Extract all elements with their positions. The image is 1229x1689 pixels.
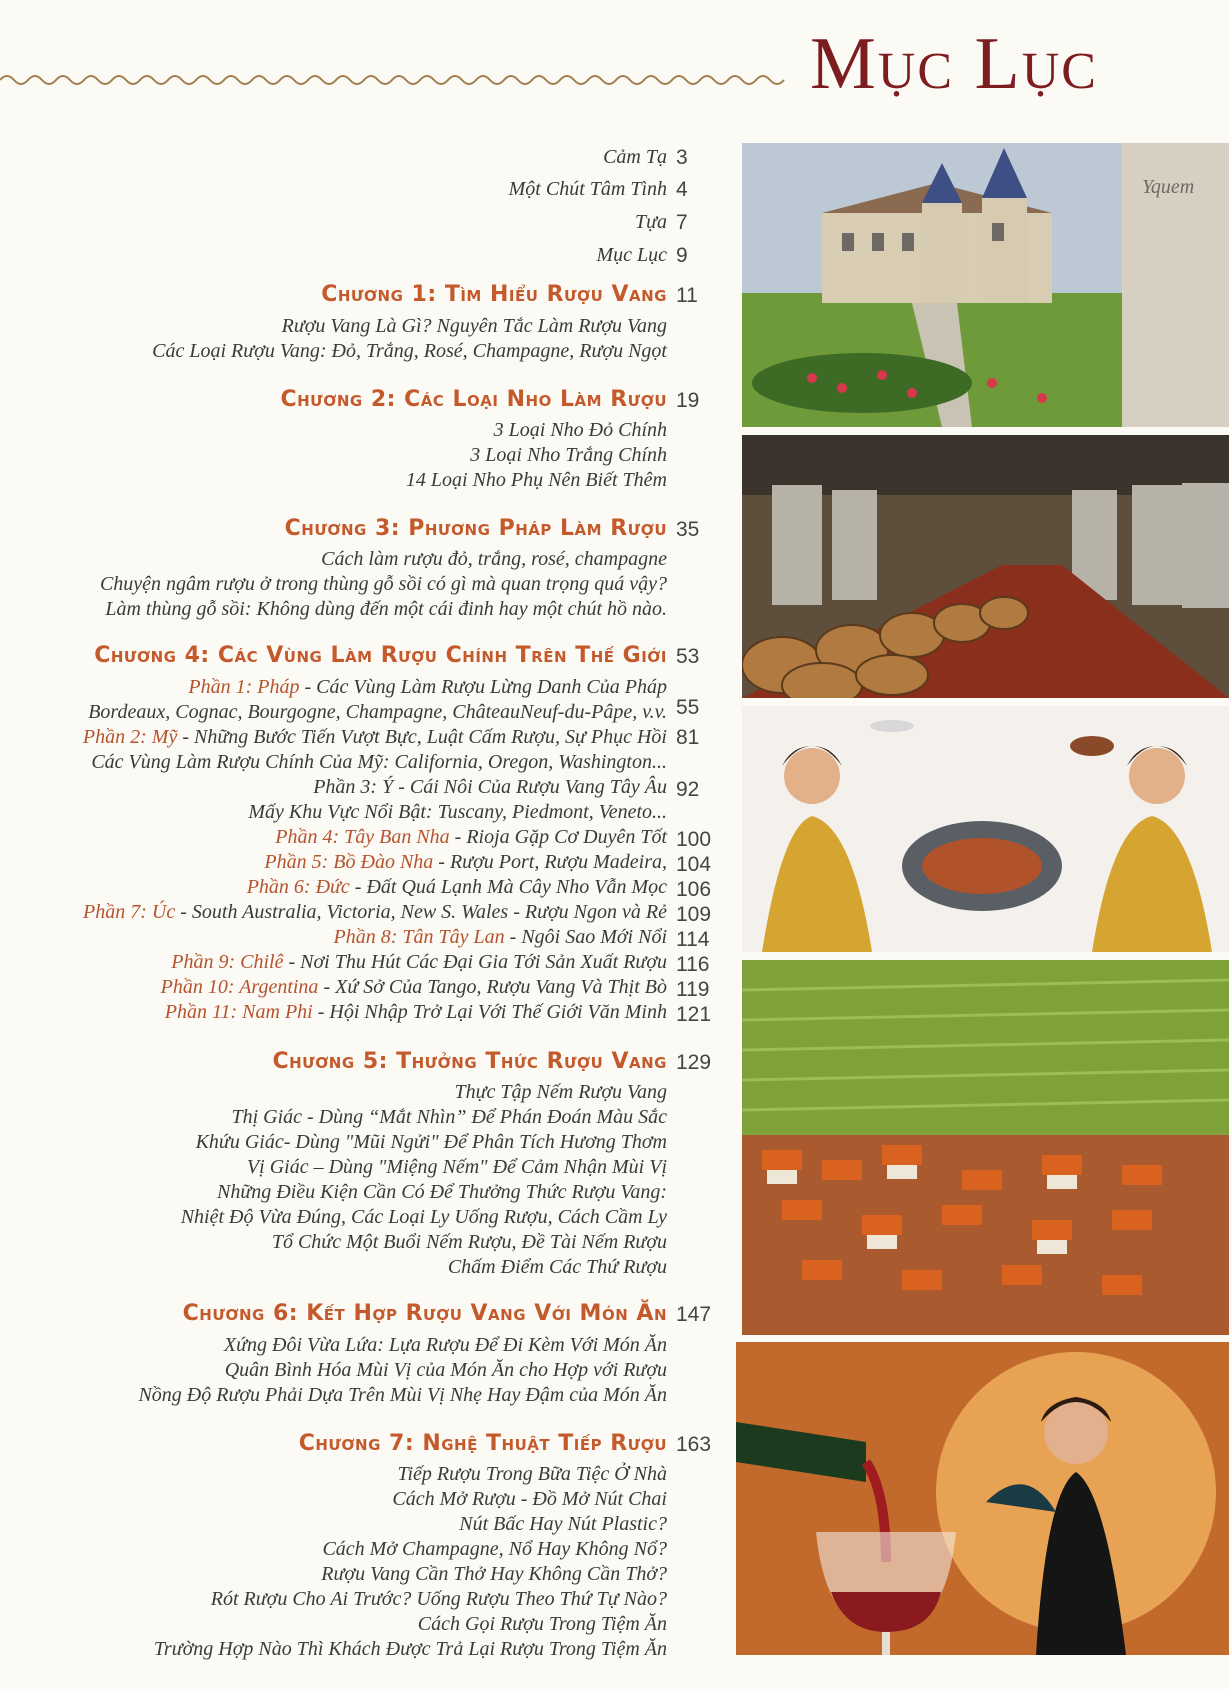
toc-entry[interactable]: Cách làm rượu đỏ, trắng, rosé, champagne xyxy=(321,548,667,570)
toc-entry[interactable]: Phần 3: Ý - Cái Nôi Của Rượu Vang Tây Âu xyxy=(313,776,667,798)
toc-entry[interactable]: Rượu Vang Là Gì? Nguyên Tắc Làm Rượu Vang xyxy=(281,315,667,337)
page-number: 129 xyxy=(676,1051,712,1074)
toc-entry[interactable]: Chấm Điểm Các Thứ Rượu xyxy=(447,1256,667,1278)
page-number: 35 xyxy=(676,518,700,541)
barrel-cellar-photo xyxy=(742,435,1229,698)
page-number: 121 xyxy=(676,1003,712,1026)
chateau-photo xyxy=(742,143,1229,427)
toc-entry[interactable]: Phần 11: Nam Phi - Hội Nhập Trở Lại Với Thế Giới Văn Minh xyxy=(164,1001,667,1023)
toc-entry[interactable]: Mấy Khu Vực Nổi Bật: Tuscany, Piedmont, Veneto... xyxy=(248,801,667,823)
toc-entry[interactable]: Nút Bấc Hay Nút Plastic? xyxy=(459,1513,667,1535)
page-number: 11 xyxy=(676,284,698,307)
toc-entry[interactable]: Phần 9: Chilê - Nơi Thu Hút Các Đại Gia Tới Sản Xuất Rượu xyxy=(171,951,667,973)
page-number: 109 xyxy=(676,903,712,926)
page-number: 81 xyxy=(676,726,700,749)
page-number: 100 xyxy=(676,828,712,851)
chapter-heading[interactable]: Chương 1: Tìm Hiểu Rượu Vang xyxy=(321,282,667,307)
page-number: 147 xyxy=(676,1303,712,1326)
toc-entry[interactable]: Cách Gọi Rượu Trong Tiệm Ăn xyxy=(417,1613,667,1635)
toc-entry[interactable]: 3 Loại Nho Trắng Chính xyxy=(470,444,667,466)
toc-entry[interactable]: 3 Loại Nho Đỏ Chính xyxy=(493,419,667,441)
toc-entry[interactable]: Các Vùng Làm Rượu Chính Của Mỹ: California, Oregon, Washington... xyxy=(91,751,667,773)
page-title: Mục Lục xyxy=(810,23,1098,105)
toc-entry[interactable]: Phần 6: Đức - Đất Quá Lạnh Mà Cây Nho Vẫn Mọc xyxy=(246,876,667,898)
toc-entry[interactable]: Mục Lục xyxy=(596,244,667,266)
vineyard-village-photo xyxy=(742,960,1229,1335)
page-number: 53 xyxy=(676,645,700,668)
page-number: 9 xyxy=(676,244,688,267)
chapter-heading[interactable]: Chương 2: Các Loại Nho Làm Rượu xyxy=(280,387,667,412)
toc-entry[interactable]: Cách Mở Champagne, Nổ Hay Không Nổ? xyxy=(322,1538,667,1560)
photo-label: Yquem xyxy=(1142,176,1195,198)
toc-entry[interactable]: Trường Hợp Nào Thì Khách Được Trả Lại Rượu Trong Tiệm Ăn xyxy=(153,1638,667,1660)
toc-entry[interactable]: Các Loại Rượu Vang: Đỏ, Trắng, Rosé, Champagne, Rượu Ngọt xyxy=(152,340,667,362)
toc-entry[interactable]: Khứu Giác- Dùng "Mũi Ngửi" Để Phân Tích Hương Thơm xyxy=(195,1131,667,1153)
chapter-heading[interactable]: Chương 6: Kết Hợp Rượu Vang Với Món Ăn xyxy=(182,1301,667,1326)
toc-entry[interactable]: Một Chút Tâm Tình xyxy=(508,178,667,200)
toc-entry[interactable]: Cách Mở Rượu - Đồ Mở Nút Chai xyxy=(392,1488,667,1510)
page-number: 116 xyxy=(676,953,710,976)
toc-entry[interactable]: Thị Giác - Dùng “Mắt Nhìn” Để Phán Đoán Màu Sắc xyxy=(231,1106,667,1128)
toc-entry[interactable]: Phần 5: Bồ Đào Nha - Rượu Port, Rượu Madeira, xyxy=(264,851,667,873)
toc-entry[interactable]: Rót Rượu Cho Ai Trước? Uống Rượu Theo Thứ Tự Nào? xyxy=(210,1588,667,1610)
page-number: 4 xyxy=(676,178,688,201)
page-number: 7 xyxy=(676,211,688,234)
wine-pour-photo xyxy=(736,1342,1229,1655)
toc-entry[interactable]: Rượu Vang Cần Thở Hay Không Cần Thở? xyxy=(321,1563,667,1585)
toc-entry[interactable]: Phần 7: Úc - South Australia, Victoria, New S. Wales - Rượu Ngon và Rẻ xyxy=(83,901,667,923)
chapter-heading[interactable]: Chương 5: Thưởng Thức Rượu Vang xyxy=(272,1049,667,1074)
toc-entry[interactable]: Xứng Đôi Vừa Lứa: Lựa Rượu Để Đi Kèm Với Món Ăn xyxy=(223,1334,667,1356)
toc-entry[interactable]: Phần 8: Tân Tây Lan - Ngôi Sao Mới Nổi xyxy=(333,926,667,948)
page-number: 92 xyxy=(676,778,700,801)
dancers-fish-photo xyxy=(742,706,1229,952)
page-number: 163 xyxy=(676,1433,712,1456)
page-number: 55 xyxy=(676,696,700,719)
toc-entry[interactable]: Tiếp Rượu Trong Bữa Tiệc Ở Nhà xyxy=(397,1463,667,1485)
toc-entry[interactable]: Những Điều Kiện Cần Có Để Thưởng Thức Rượu Vang: xyxy=(217,1181,667,1203)
toc-entry[interactable]: Cảm Tạ xyxy=(603,146,667,168)
toc-entry[interactable]: Phần 1: Pháp - Các Vùng Làm Rượu Lừng Danh Của Pháp xyxy=(188,676,667,698)
toc-entry[interactable]: Phần 10: Argentina - Xứ Sở Của Tango, Rượu Vang Và Thịt Bò xyxy=(160,976,667,998)
page-number: 104 xyxy=(676,853,712,876)
page-number: 3 xyxy=(676,146,688,169)
toc-entry[interactable]: Thực Tập Nếm Rượu Vang xyxy=(454,1081,667,1103)
page-number: 114 xyxy=(676,928,710,951)
toc-entry[interactable]: Làm thùng gỗ sồi: Không dùng đến một cái đinh hay một chút hồ nào. xyxy=(105,598,667,620)
toc-entry[interactable]: 14 Loại Nho Phụ Nên Biết Thêm xyxy=(405,469,667,491)
toc-entry[interactable]: Phần 4: Tây Ban Nha - Rioja Gặp Cơ Duyên Tốt xyxy=(275,826,667,848)
chapter-heading[interactable]: Chương 7: Nghệ Thuật Tiếp Rượu xyxy=(298,1431,667,1456)
chapter-heading[interactable]: Chương 4: Các Vùng Làm Rượu Chính Trên Thế Giới xyxy=(94,643,667,668)
toc-entry[interactable]: Phần 2: Mỹ - Những Bước Tiến Vượt Bực, Luật Cấm Rượu, Sự Phục Hồi xyxy=(82,726,667,748)
chapter-heading[interactable]: Chương 3: Phương Pháp Làm Rượu xyxy=(284,516,667,541)
toc-entry[interactable]: Chuyện ngâm rượu ở trong thùng gỗ sồi có gì mà quan trọng quá vậy? xyxy=(99,573,667,595)
toc-entry[interactable]: Nhiệt Độ Vừa Đúng, Các Loại Ly Uống Rượu, Cách Cầm Ly xyxy=(180,1206,667,1228)
page-number: 119 xyxy=(676,978,710,1001)
toc-entry[interactable]: Vị Giác – Dùng "Miệng Nếm" Để Cảm Nhận Mùi Vị xyxy=(246,1156,667,1178)
page-number: 19 xyxy=(676,389,700,412)
toc-entry[interactable]: Tổ Chức Một Buổi Nếm Rượu, Đề Tài Nếm Rượu xyxy=(271,1231,667,1253)
toc-entry[interactable]: Quân Bình Hóa Mùi Vị của Món Ăn cho Hợp với Rượu xyxy=(224,1359,667,1381)
toc-entry[interactable]: Bordeaux, Cognac, Bourgogne, Champagne, ChâteauNeuf-du-Pâpe, v.v. xyxy=(88,701,667,723)
page-number: 106 xyxy=(676,878,712,901)
toc-entry[interactable]: Nồng Độ Rượu Phải Dựa Trên Mùi Vị Nhẹ Hay Đậm của Món Ăn xyxy=(138,1384,667,1406)
toc-entry[interactable]: Tựa xyxy=(634,211,667,233)
